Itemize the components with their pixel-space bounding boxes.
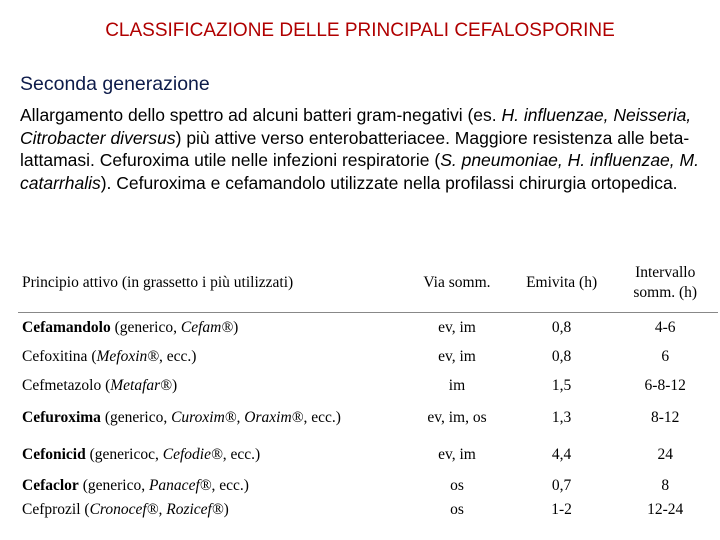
drug-name: Cefoxitina bbox=[22, 347, 88, 365]
route-cell: os bbox=[450, 501, 464, 518]
route-cell: os bbox=[450, 477, 464, 494]
drug-name: Cefonicid bbox=[22, 446, 86, 463]
route-cell: ev, im bbox=[438, 446, 476, 463]
page-title: CLASSIFICAZIONE DELLE PRINCIPALI CEFALOSPORINE bbox=[105, 20, 615, 41]
table-header-row bbox=[18, 254, 718, 313]
paragraph-text-3: ). Cefuroxima e cefamandolo utilizzate nella profilassi chirurgia ortopedica. bbox=[100, 172, 678, 193]
drug-cell bbox=[18, 313, 403, 343]
interval-cell: 4-6 bbox=[654, 318, 676, 336]
interval-cell: 24 bbox=[657, 446, 673, 463]
drug-cell bbox=[18, 436, 403, 474]
header-halflife: Emivita (h) bbox=[511, 254, 613, 313]
route-cell: ev, im, os bbox=[427, 409, 487, 426]
drug-generic-note: ( bbox=[101, 376, 111, 394]
table-row bbox=[18, 436, 718, 474]
drug-generic-note: (generico, bbox=[78, 477, 149, 494]
paragraph-text-1: Allargamento dello spettro ad alcuni batteri gram-negativi (es. bbox=[20, 105, 502, 125]
drug-generic-note: (generico, bbox=[100, 409, 172, 426]
header-interval-line2: somm. (h) bbox=[633, 284, 698, 301]
header-drug: Principio attivo (in grassetto i più utilizzati) bbox=[18, 254, 403, 313]
drug-cell bbox=[18, 371, 403, 400]
drug-name: Cefaclor bbox=[22, 477, 79, 494]
header-interval bbox=[612, 254, 718, 313]
drug-note-tail: ) bbox=[171, 376, 178, 394]
route-cell: ev, im bbox=[438, 347, 476, 365]
header-route: Via somm. bbox=[403, 254, 511, 313]
route-cell: im bbox=[448, 376, 466, 394]
paragraph-italic-1: H. influenzae, Neisseria, Citrobacter diversus bbox=[20, 105, 692, 148]
drug-name: Cefprozil bbox=[22, 501, 81, 518]
halflife-cell: 0,8 bbox=[551, 318, 572, 336]
paragraph-text-2: ) più attive verso enterobatteriacee. Maggiore resistenza alle beta-lattamasi. Cefuroxima utile nelle infezioni respiratorie ( bbox=[20, 127, 690, 170]
halflife-cell: 1-2 bbox=[551, 501, 572, 518]
cephalosporin-table bbox=[18, 254, 718, 522]
interval-cell: 12-24 bbox=[647, 501, 684, 518]
drug-brand-names: Curoxim®, Oraxim® bbox=[171, 409, 304, 426]
drug-note-tail: ) bbox=[223, 501, 229, 518]
table-row bbox=[18, 498, 718, 522]
drug-note-tail: , ecc.) bbox=[303, 409, 341, 426]
route-cell: ev, im bbox=[438, 318, 476, 336]
drug-cell bbox=[18, 342, 403, 371]
drug-generic-note: (genericoc, bbox=[85, 446, 163, 463]
drug-note-tail: ) bbox=[233, 318, 239, 336]
drug-name: Cefamandolo bbox=[22, 318, 111, 336]
halflife-cell: 1,3 bbox=[551, 409, 572, 426]
drug-brand-names: Metafar® bbox=[110, 376, 172, 394]
header-interval-line1: Intervallo bbox=[635, 264, 696, 281]
table-row bbox=[18, 474, 718, 498]
interval-cell: 6-8-12 bbox=[644, 376, 686, 394]
drug-brand-names: Mefoxin® bbox=[96, 347, 160, 365]
interval-cell: 8 bbox=[661, 477, 670, 494]
drug-brand-names: Panacef® bbox=[148, 477, 212, 494]
drug-cell bbox=[18, 474, 403, 498]
description-paragraph bbox=[20, 104, 710, 194]
interval-cell: 6 bbox=[661, 347, 670, 365]
table-row bbox=[18, 400, 718, 436]
table-row bbox=[18, 342, 718, 371]
drug-name: Cefuroxima bbox=[22, 409, 101, 426]
drug-name: Cefmetazolo bbox=[22, 376, 102, 394]
halflife-cell: 4,4 bbox=[551, 446, 572, 463]
halflife-cell: 0,8 bbox=[551, 347, 572, 365]
drug-note-tail: , ecc.) bbox=[222, 446, 261, 463]
table-row bbox=[18, 371, 718, 400]
paragraph-italic-2: S. pneumoniae, H. influenzae, M. catarrhalis bbox=[20, 150, 699, 193]
drug-generic-note: (generico, bbox=[110, 318, 181, 336]
drug-cell bbox=[18, 498, 403, 522]
drug-generic-note: ( bbox=[80, 501, 90, 518]
drug-note-tail: , ecc.) bbox=[159, 347, 197, 365]
drug-brand-names: Cefodie® bbox=[162, 446, 223, 463]
drug-generic-note: ( bbox=[87, 347, 97, 365]
drug-note-tail: , ecc.) bbox=[211, 477, 249, 494]
halflife-cell: 0,7 bbox=[551, 477, 572, 494]
drug-brand-names: Cefam® bbox=[180, 318, 234, 336]
table-row bbox=[18, 313, 718, 343]
drug-cell bbox=[18, 400, 403, 436]
section-subtitle: Seconda generazione bbox=[20, 73, 210, 95]
interval-cell: 8-12 bbox=[651, 409, 680, 426]
halflife-cell: 1,5 bbox=[551, 376, 572, 394]
drug-brand-names: Cronocef®, Rozicef® bbox=[89, 501, 224, 518]
